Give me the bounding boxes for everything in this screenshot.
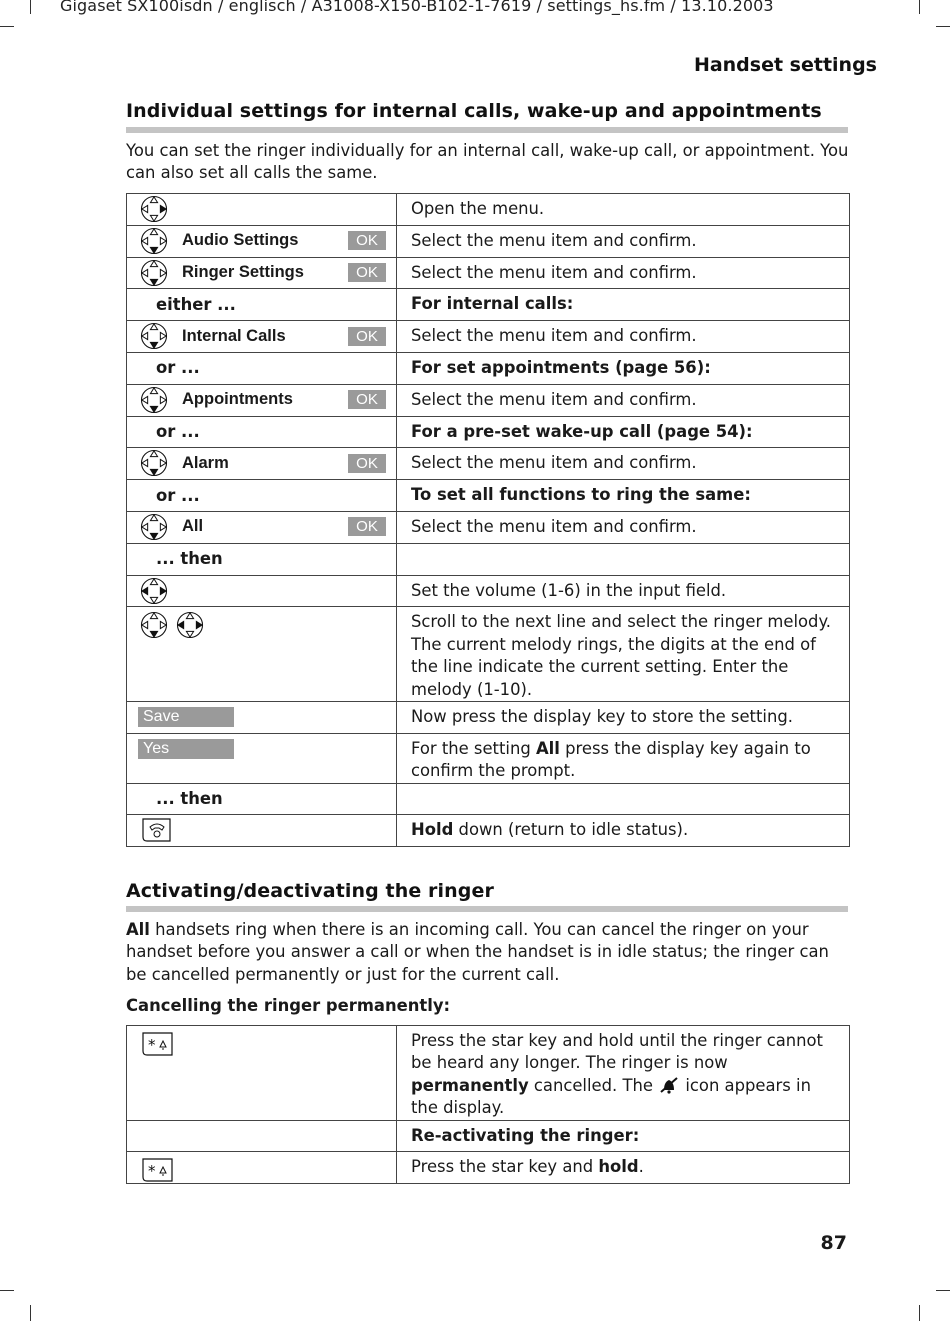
description-cell — [397, 289, 850, 321]
key-content — [140, 353, 386, 383]
step-description: For the setting — [411, 738, 536, 758]
table-row — [127, 225, 850, 257]
table-row — [127, 815, 850, 847]
section-header: Handset settings — [693, 54, 877, 76]
step-description: icon appears in the display. — [411, 1075, 811, 1118]
key-content — [140, 607, 386, 637]
key-cell — [127, 321, 397, 353]
step-description: press the display key again to confirm the prompt. — [411, 738, 811, 781]
step-description: down (return to idle status). — [453, 820, 689, 840]
nav-down-icon — [140, 259, 168, 287]
description-cell — [397, 607, 850, 702]
key-content — [140, 226, 386, 256]
crop-mark — [0, 1290, 14, 1291]
key-cell — [127, 352, 397, 384]
description-cell — [397, 1152, 850, 1184]
key-content — [140, 194, 386, 224]
table-row — [127, 1026, 850, 1121]
key-cell — [127, 543, 397, 575]
step-description: Now press the display key to store the setting. — [411, 706, 793, 726]
display-softkey: Yes — [138, 739, 234, 759]
key-cell — [127, 575, 397, 607]
key-cell — [127, 384, 397, 416]
key-content — [140, 417, 386, 447]
crop-mark — [936, 1290, 950, 1291]
step-connector: or ... — [156, 485, 200, 505]
intro-text: handsets ring when there is an incoming call. You can cancel the ringer on your handset before you answer a call or when the handset is in idle status; the ringer can be cancelled permanently or just for the current call. — [126, 920, 829, 984]
step-connector: ... then — [156, 789, 223, 809]
table-row — [127, 384, 850, 416]
step-description-bold: All — [535, 738, 560, 758]
description-cell — [397, 815, 850, 847]
key-content — [140, 815, 386, 845]
key-cell — [127, 194, 397, 226]
section-title: Individual settings for internal calls, wake-up and appointments — [126, 100, 822, 122]
step-description: For set appointments (page 56): — [411, 357, 711, 377]
step-description: Select the menu item and confirm. — [411, 453, 697, 473]
step-description-bold: permanently — [411, 1075, 529, 1095]
step-description: Re-activating the ringer: — [411, 1125, 640, 1145]
running-header: Gigaset SX100isdn / englisch / A31008-X150-B102-1-7619 / settings_hs.fm / 13.10.2003 — [60, 0, 774, 15]
key-content — [140, 258, 386, 288]
description-cell — [397, 384, 850, 416]
end-call-key-icon — [140, 816, 174, 844]
key-content — [140, 734, 386, 764]
key-content — [140, 512, 386, 542]
table-row — [127, 511, 850, 543]
crop-mark — [0, 26, 14, 27]
step-description: For internal calls: — [411, 294, 574, 314]
menu-item-label: Ringer Settings — [182, 263, 304, 282]
ok-softkey: OK — [348, 231, 386, 250]
description-cell — [397, 194, 850, 226]
nav-down-icon — [140, 611, 168, 639]
ok-softkey: OK — [348, 517, 386, 536]
key-cell — [127, 1026, 397, 1121]
table-row — [127, 783, 850, 815]
nav-down-icon — [140, 322, 168, 350]
title-rule — [126, 127, 848, 133]
subheading: Cancelling the ringer permanently: — [126, 996, 451, 1015]
step-connector: or ... — [156, 422, 200, 442]
key-content — [140, 576, 386, 606]
key-cell — [127, 416, 397, 448]
step-description: . — [638, 1157, 644, 1177]
key-cell — [127, 511, 397, 543]
table-row — [127, 352, 850, 384]
step-description: Select the menu item and confirm. — [411, 389, 697, 409]
step-description: Select the menu item and confirm. — [411, 230, 697, 250]
nav-right-icon — [140, 195, 168, 223]
key-cell — [127, 733, 397, 783]
key-cell — [127, 289, 397, 321]
key-cell — [127, 607, 397, 702]
svg-text:*: * — [148, 1162, 156, 1181]
menu-item-label: Appointments — [182, 390, 293, 409]
star-key-icon — [140, 1030, 176, 1058]
key-content — [140, 448, 386, 478]
description-cell — [397, 575, 850, 607]
svg-text:*: * — [148, 1036, 156, 1054]
crop-mark — [919, 1305, 920, 1321]
description-cell — [397, 733, 850, 783]
crop-mark — [30, 0, 31, 14]
table-row — [127, 321, 850, 353]
intro-paragraph — [126, 919, 850, 986]
step-description: Select the menu item and confirm. — [411, 516, 697, 536]
step-description-bold: hold — [598, 1157, 639, 1177]
description-cell — [397, 352, 850, 384]
intro-paragraph: You can set the ringer individually for an internal call, wake-up call, or appointment. You can also set all calls the same. — [126, 141, 849, 183]
page-number: 87 — [820, 1232, 847, 1254]
table-row — [127, 194, 850, 226]
title-rule — [126, 906, 848, 912]
key-content — [140, 385, 386, 415]
step-description: To set all functions to ring the same: — [411, 485, 751, 505]
ringer-off-icon — [658, 1076, 680, 1094]
step-description: Press the star key and hold until the ringer cannot be heard any longer. The ringer is now — [411, 1031, 823, 1073]
crop-mark — [936, 26, 950, 27]
key-content — [140, 1026, 386, 1056]
ok-softkey: OK — [348, 263, 386, 282]
procedure-table — [126, 193, 850, 847]
description-cell — [397, 448, 850, 480]
description-cell — [397, 1120, 850, 1152]
table-row — [127, 575, 850, 607]
key-cell — [127, 1152, 397, 1184]
nav-leftright-icon — [140, 577, 168, 605]
key-content — [140, 289, 386, 319]
step-description: Scroll to the next line and select the ringer melody. The current melody rings, the digits at the end of the line indicate the current setting. Enter the melody (1-10). — [411, 612, 832, 699]
description-cell — [397, 225, 850, 257]
key-cell — [127, 701, 397, 733]
key-content — [140, 702, 386, 732]
key-cell — [127, 257, 397, 289]
table-row — [127, 416, 850, 448]
menu-item-label: Audio Settings — [182, 231, 299, 250]
step-connector: ... then — [156, 549, 223, 569]
key-content — [140, 1152, 386, 1182]
nav-down-icon — [140, 386, 168, 414]
table-row — [127, 543, 850, 575]
description-cell — [397, 1026, 850, 1121]
description-cell — [397, 321, 850, 353]
description-cell — [397, 257, 850, 289]
table-row — [127, 701, 850, 733]
table-row — [127, 448, 850, 480]
description-cell — [397, 701, 850, 733]
section-title: Activating/deactivating the ringer — [126, 880, 494, 902]
nav-down-icon — [140, 449, 168, 477]
table-row — [127, 607, 850, 702]
star-key-icon — [140, 1156, 176, 1184]
key-content — [140, 784, 386, 814]
key-content — [140, 544, 386, 574]
description-cell — [397, 416, 850, 448]
step-description: Select the menu item and confirm. — [411, 326, 697, 346]
intro-bold: All — [126, 920, 150, 939]
step-connector: or ... — [156, 358, 200, 378]
step-connector: either ... — [156, 294, 236, 314]
key-cell — [127, 448, 397, 480]
menu-item-label: Internal Calls — [182, 326, 286, 345]
step-description: cancelled. The — [528, 1075, 659, 1095]
description-cell — [397, 783, 850, 815]
table-row — [127, 480, 850, 512]
table-row — [127, 1152, 850, 1184]
step-description: Press the star key and — [411, 1157, 599, 1177]
crop-mark — [919, 0, 920, 14]
table-row — [127, 1120, 850, 1152]
menu-item-label: Alarm — [182, 453, 229, 472]
step-description: Select the menu item and confirm. — [411, 262, 697, 282]
ok-softkey: OK — [348, 454, 386, 473]
description-cell — [397, 480, 850, 512]
ok-softkey: OK — [348, 390, 386, 409]
menu-item-label: All — [182, 517, 204, 536]
key-cell — [127, 815, 397, 847]
table-row — [127, 257, 850, 289]
step-description-bold: Hold — [411, 820, 454, 840]
nav-leftright-icon — [176, 611, 204, 639]
crop-mark — [30, 1305, 31, 1321]
key-cell — [127, 480, 397, 512]
key-content — [140, 321, 386, 351]
step-description: For a pre-set wake-up call (page 54): — [411, 421, 753, 441]
description-cell — [397, 543, 850, 575]
nav-down-icon — [140, 513, 168, 541]
key-cell — [127, 225, 397, 257]
key-cell — [127, 1120, 397, 1152]
step-description: Set the volume (1-6) in the input field. — [411, 580, 727, 600]
procedure-table — [126, 1025, 850, 1184]
display-softkey: Save — [138, 707, 234, 727]
description-cell — [397, 511, 850, 543]
nav-down-icon — [140, 227, 168, 255]
key-cell — [127, 783, 397, 815]
table-row — [127, 289, 850, 321]
key-content — [140, 480, 386, 510]
table-row — [127, 733, 850, 783]
step-description: Open the menu. — [411, 199, 545, 218]
ok-softkey: OK — [348, 327, 386, 346]
